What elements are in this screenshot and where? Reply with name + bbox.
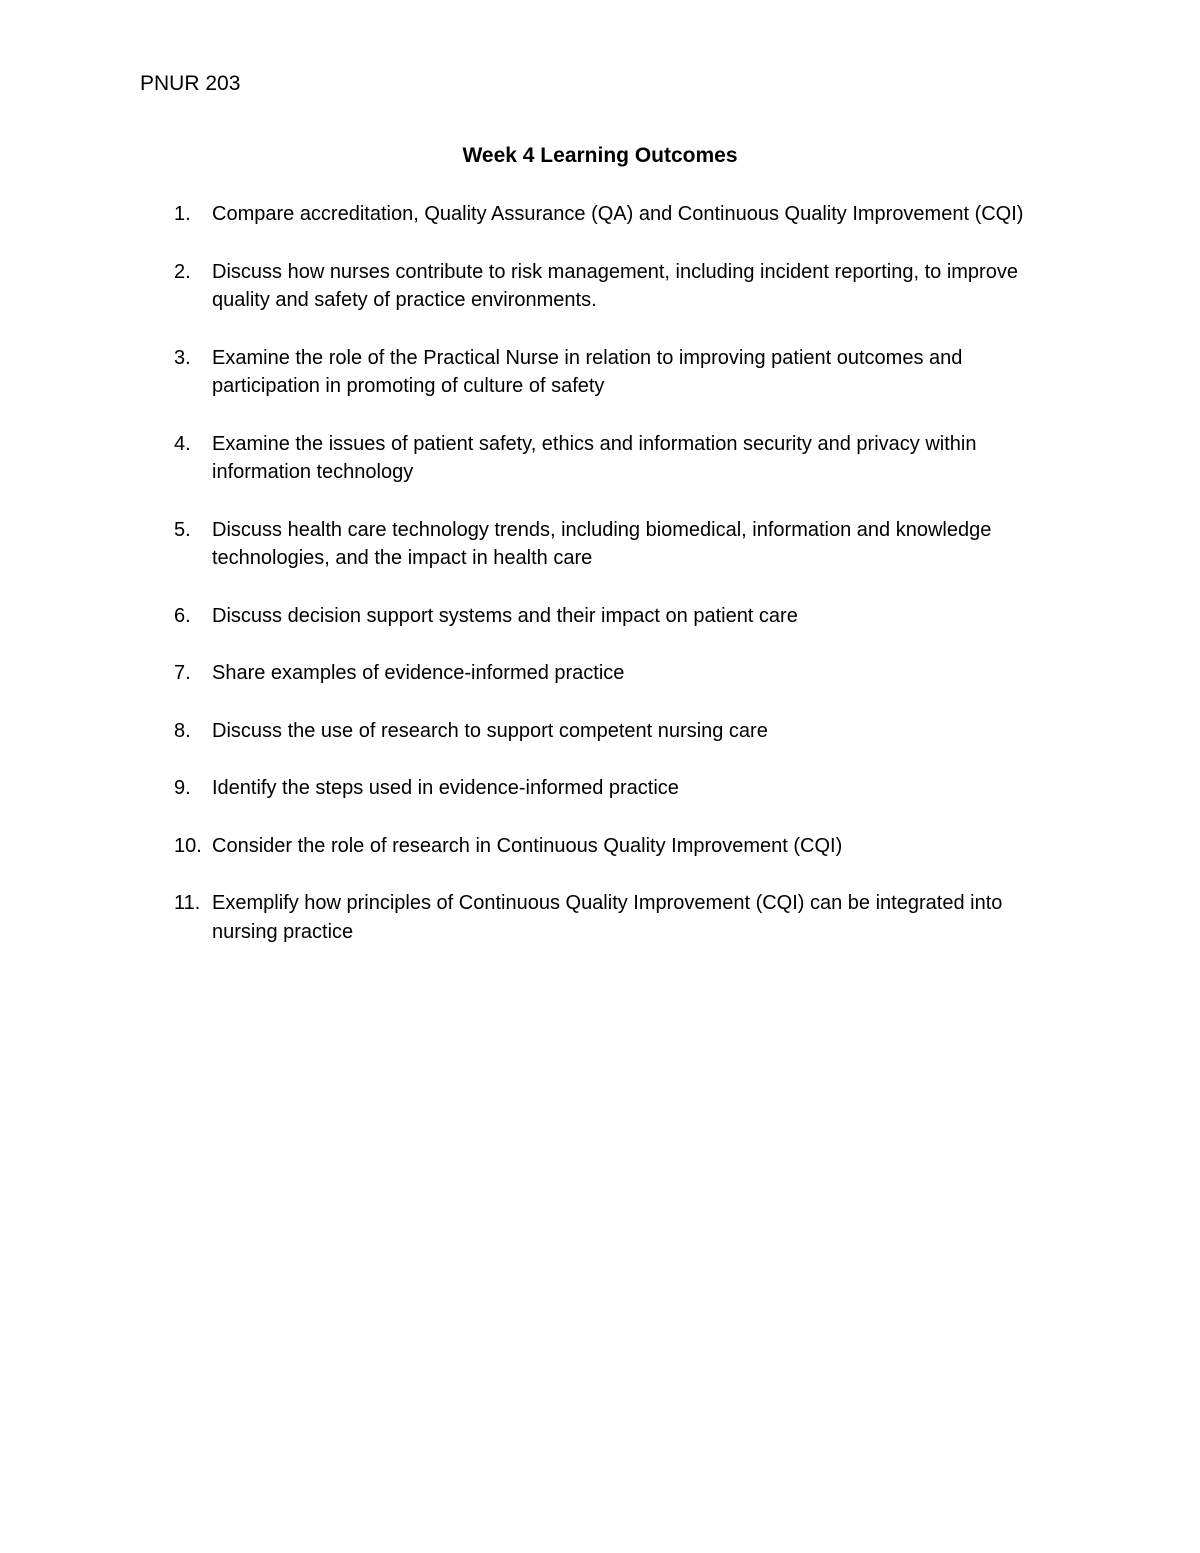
course-code: PNUR 203 (140, 72, 241, 95)
list-item-number: 9. (174, 777, 191, 799)
list-item (0, 516, 1200, 573)
list-item (0, 344, 1200, 401)
list-item (0, 200, 1200, 229)
list-item-number: 7. (174, 662, 191, 684)
learning-outcomes-list (0, 200, 1200, 975)
list-item (0, 832, 1200, 861)
list-item-number: 4. (174, 432, 191, 455)
list-item (0, 659, 1200, 688)
list-item-text: Consider the role of research in Continuous Quality Improvement (CQI) (212, 834, 843, 857)
list-item (0, 774, 1200, 803)
list-item-number: 1. (174, 203, 191, 225)
list-item-text: Identify the steps used in evidence-informed practice (212, 777, 679, 799)
list-item-number: 3. (174, 346, 191, 369)
list-item-text: Discuss decision support systems and their impact on patient care (212, 604, 798, 627)
list-item-text: Discuss the use of research to support competent nursing care (212, 719, 768, 742)
list-item (0, 602, 1200, 631)
list-item-number: 11. (174, 892, 201, 914)
list-item-number: 8. (174, 719, 191, 742)
list-item (0, 258, 1200, 315)
list-item (0, 889, 1200, 946)
list-item-text: Examine the role of the Practical Nurse in relation to improving patient outcomes and participation in promoting of culture of safety (212, 346, 963, 397)
list-item-number: 6. (174, 604, 191, 627)
list-item-number: 5. (174, 518, 191, 541)
list-item-text: Discuss health care technology trends, including biomedical, information and knowledge technologies, and the impact in health care (212, 518, 992, 569)
list-item-number: 10. (174, 834, 202, 857)
list-item (0, 717, 1200, 746)
page-title: Week 4 Learning Outcomes (462, 144, 738, 167)
list-item-text: Exemplify how principles of Continuous Quality Improvement (CQI) can be integrated into nursing practice (212, 892, 1003, 943)
list-item-number: 2. (174, 260, 191, 283)
list-item (0, 430, 1200, 487)
list-item-text: Discuss how nurses contribute to risk management, including incident reporting, to improve quality and safety of practice environments. (212, 260, 1018, 311)
list-item-text: Examine the issues of patient safety, ethics and information security and privacy within information technology (212, 432, 977, 483)
list-item-text: Share examples of evidence-informed practice (212, 662, 625, 684)
list-item-text: Compare accreditation, Quality Assurance (QA) and Continuous Quality Improvement (CQI) (212, 203, 1024, 225)
